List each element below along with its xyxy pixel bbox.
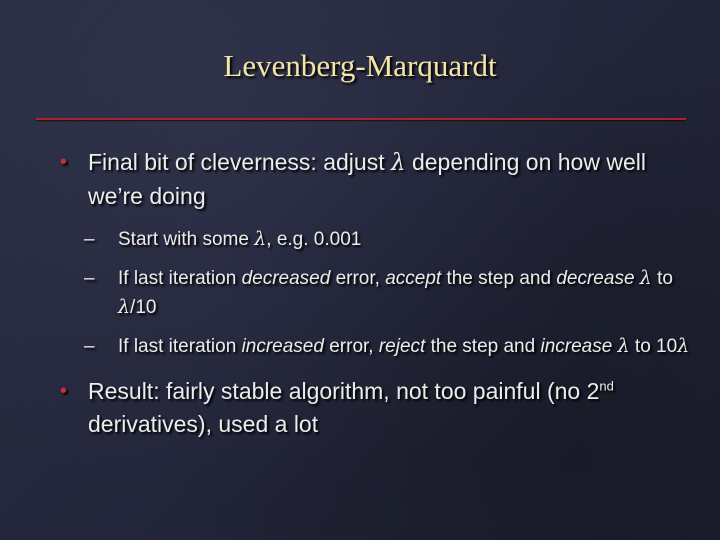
emphasis-text: decrease — [556, 268, 635, 289]
bullet-text: Result: fairly stable algorithm, not too painful (no 2 — [88, 378, 600, 404]
emphasis-text: increase — [540, 336, 613, 357]
sub-bullet-item — [84, 264, 700, 322]
lambda-symbol: λ — [390, 150, 406, 176]
sub-bullet-text: the step and — [441, 268, 557, 289]
lambda-symbol: λ — [254, 228, 267, 250]
bullet-text: depending on how well we’re doing — [88, 149, 646, 209]
sub-bullet-item — [84, 332, 700, 361]
emphasis-text: decreased — [241, 268, 331, 289]
sub-bullet-text: , e.g. 0.001 — [266, 229, 362, 250]
bullet-text: derivatives), used a lot — [88, 411, 319, 437]
bullet-icon: • — [60, 151, 68, 173]
bullet-item — [60, 375, 700, 441]
lambda-symbol: λ — [617, 335, 630, 357]
dash-icon: – — [84, 229, 95, 250]
sub-bullet-text: error, — [323, 336, 379, 357]
emphasis-text: reject — [378, 336, 426, 357]
dash-icon: – — [84, 268, 95, 289]
lambda-symbol: λ — [118, 296, 131, 318]
sub-bullet-text: to 10 — [629, 336, 678, 357]
title-divider — [36, 118, 686, 120]
lambda-symbol: λ — [677, 335, 690, 357]
slide-title: Levenberg-Marquardt — [223, 48, 497, 83]
superscript-text: nd — [599, 378, 614, 394]
dash-icon: – — [84, 336, 95, 357]
emphasis-text: accept — [385, 268, 442, 289]
slide-content — [60, 146, 700, 441]
bullet-icon: • — [60, 380, 68, 402]
sub-bullet-text: the step and — [425, 336, 541, 357]
sub-bullet-text: If last iteration — [118, 336, 242, 357]
sub-bullet-text: /10 — [130, 297, 157, 318]
bullet-item — [60, 146, 700, 213]
emphasis-text: increased — [241, 336, 324, 357]
sub-bullet-item — [84, 225, 700, 254]
sub-bullet-text: Start with some — [118, 229, 255, 250]
lambda-symbol: λ — [639, 267, 652, 289]
sub-bullet-text: If last iteration — [118, 268, 242, 289]
bullet-text: Final bit of cleverness: adjust — [88, 149, 391, 175]
sub-bullet-list — [84, 225, 700, 361]
sub-bullet-text: to — [651, 268, 673, 289]
sub-bullet-text: error, — [330, 268, 386, 289]
